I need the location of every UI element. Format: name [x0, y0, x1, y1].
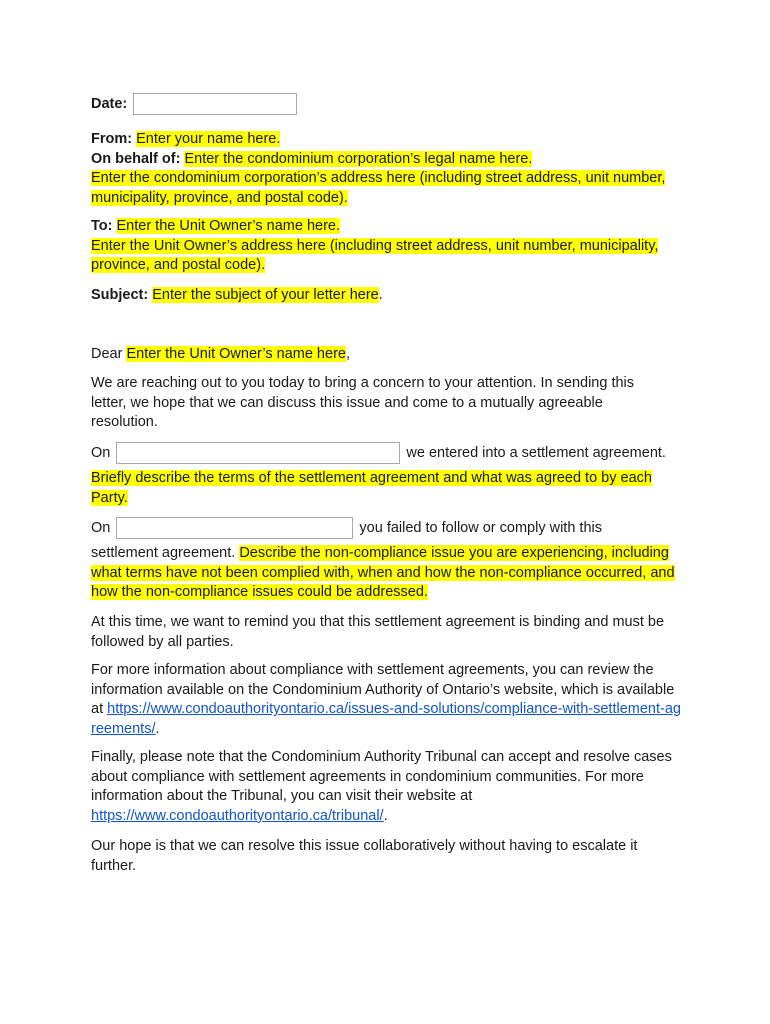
tribunal-link[interactable]: https://www.condoauthorityontario.ca/tribunal/: [91, 807, 384, 824]
subject-placeholder[interactable]: Enter the subject of your letter here: [152, 287, 379, 303]
settlement-line: [91, 442, 691, 464]
owner-address-line: [91, 237, 691, 276]
subject-period: .: [378, 287, 383, 303]
terms-placeholder[interactable]: Briefly describe the terms of the settlement agreement and what was agreed to by each Party.: [91, 470, 652, 506]
salutation-line: [91, 345, 691, 365]
dear-text: Dear: [91, 346, 123, 362]
salutation-name-placeholder[interactable]: Enter the Unit Owner’s name here: [126, 346, 346, 362]
intro-paragraph: We are reaching out to you today to bring a concern to your attention. In sending this letter, we hope that we can discuss this issue and come to a mutually agreeable resolution.: [91, 375, 635, 431]
more-info-paragraph: [91, 661, 683, 739]
terms-paragraph: [91, 469, 681, 508]
subject-label: Subject:: [91, 287, 149, 303]
noncompliance-date-field[interactable]: [116, 517, 353, 539]
reminder-paragraph: At this time, we want to remind you that this settlement agreement is binding and must be followed by all parties.: [91, 614, 665, 650]
noncompliance-describe-placeholder[interactable]: Describe the non-compliance issue you are experiencing, including what terms have not been complied with, when and how the non-compliance occurred, and how the non-compliance issues could be addressed.: [91, 545, 675, 601]
to-block: [91, 217, 691, 276]
noncompliance-failed-text: you failed to follow or comply with this: [359, 519, 602, 536]
from-label: From:: [91, 131, 133, 147]
tribunal-period: .: [383, 807, 388, 824]
noncompliance-on-label: On: [91, 519, 111, 536]
from-name-placeholder[interactable]: Enter your name here.: [136, 131, 281, 147]
owner-address-placeholder[interactable]: Enter the Unit Owner’s address here (including street address, unit number, municipality, province, and postal code).: [91, 237, 659, 274]
noncompliance-paragraph: [91, 544, 676, 603]
tribunal-text: Finally, please note that the Condominium Authority Tribunal can accept and resolve cases about compliance with settlement agreements in condominium communities. For more information about the Tribunal, you can visit their website at: [91, 749, 672, 805]
more-info-text: For more information about compliance with settlement agreements, you can review the information available on the Condominium Authority of Ontario’s website, which is available at: [91, 662, 675, 718]
settlement-on-label: On: [91, 444, 111, 461]
salutation-comma: ,: [345, 346, 350, 362]
date-field[interactable]: [133, 93, 297, 115]
date-row: [91, 93, 691, 115]
tribunal-paragraph: [91, 748, 681, 826]
corp-address-placeholder[interactable]: Enter the condominium corporation’s address here (including street address, unit number, municipality, province, and postal code).: [91, 170, 666, 206]
corp-name-placeholder[interactable]: Enter the condominium corporation’s legal name here.: [184, 150, 533, 167]
to-label: To:: [91, 218, 113, 234]
compliance-link[interactable]: https://www.condoauthorityontario.ca/issues-and-solutions/compliance-with-settlement-agreements/: [91, 701, 681, 737]
noncompliance-line: [91, 517, 691, 539]
settlement-date-field[interactable]: [116, 442, 400, 464]
from-block: [91, 130, 691, 208]
behalf-label: On behalf of:: [91, 150, 181, 167]
settlement-entered-text: we entered into a settlement agreement.: [406, 444, 666, 461]
noncompliance-agreement-text: settlement agreement.: [91, 545, 236, 561]
date-label: Date:: [91, 95, 128, 112]
behalf-line: [91, 150, 691, 170]
more-info-period: .: [155, 720, 160, 737]
to-line: [91, 217, 691, 237]
closing-paragraph: Our hope is that we can resolve this issue collaboratively without having to escalate it further.: [91, 838, 638, 874]
corp-address-line: [91, 169, 691, 208]
subject-line: [91, 286, 691, 306]
from-line: [91, 130, 691, 150]
owner-name-placeholder[interactable]: Enter the Unit Owner’s name here.: [116, 218, 341, 234]
